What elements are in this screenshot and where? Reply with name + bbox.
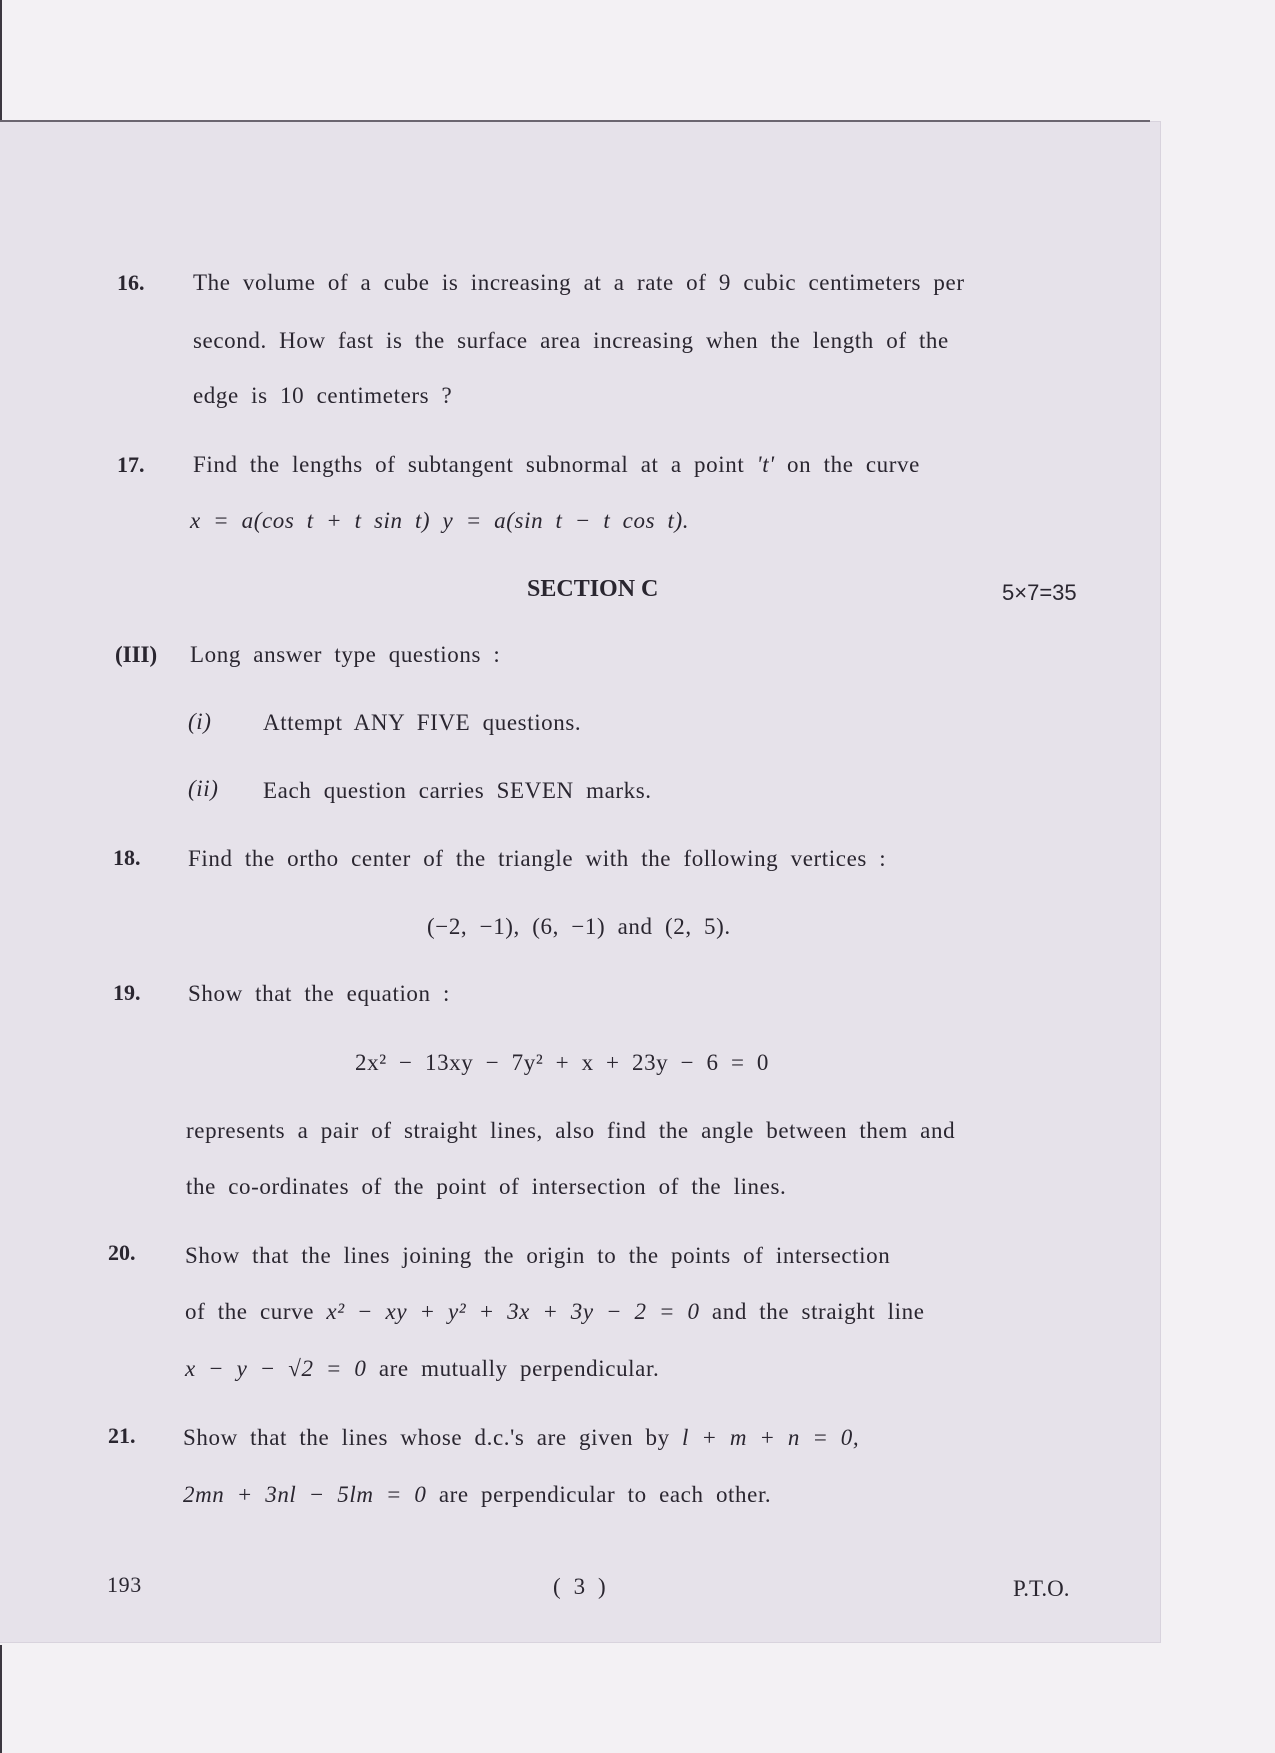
paper-edge-top (0, 0, 2, 120)
q21-text-b: are perpendicular to each other. (426, 1482, 772, 1507)
section-marks: 5×7=35 (1002, 580, 1077, 605)
q17-line-1 (193, 452, 920, 478)
part-text: Long answer type questions : (190, 642, 501, 667)
question-number: 16. (117, 270, 145, 295)
question-number: 18. (113, 845, 141, 870)
q21-equation-2: 2mn + 3nl − 5lm = 0 (183, 1482, 427, 1507)
q19-line-1: Show that the equation : (188, 981, 450, 1006)
q17-text-b: on the curve (774, 452, 920, 477)
q20-line-3 (185, 1356, 659, 1382)
q20-text-a: of the curve (185, 1299, 327, 1324)
top-rule (0, 120, 1150, 122)
q20-line-2 (185, 1299, 925, 1325)
q21-equation-1: l + m + n = 0, (682, 1425, 860, 1450)
q20-line-1: Show that the lines joining the origin to the points of intersection (185, 1243, 891, 1268)
q16-line-1: The volume of a cube is increasing at a rate of 9 cubic centimeters per (193, 270, 965, 295)
q20-text-c: are mutually perpendicular. (366, 1356, 660, 1381)
paper-edge-bottom (0, 1645, 2, 1753)
q19-line-4: the co-ordinates of the point of intersection of the lines. (186, 1174, 787, 1199)
instruction-1-text: Attempt ANY FIVE questions. (263, 710, 582, 735)
q20-curve-equation: x² − xy + y² + 3x + 3y − 2 = 0 (326, 1299, 700, 1324)
question-number: 21. (108, 1423, 136, 1448)
q17-variable-t: 't' (756, 452, 775, 477)
q18-line-1: Find the ortho center of the triangle with the following vertices : (188, 846, 887, 871)
q20-line-equation: x − y − √2 = 0 (185, 1356, 367, 1381)
pto-label: P.T.O. (1013, 1576, 1070, 1601)
page-number: ( 3 ) (553, 1574, 607, 1599)
part-label: (III) (115, 642, 158, 667)
q17-curve-equation: x = a(cos t + t sin t) y = a(sin t − t cos t). (190, 508, 690, 533)
instruction-2-label: (ii) (188, 776, 219, 801)
instruction-1-label: (i) (188, 709, 212, 734)
q19-line-3: represents a pair of straight lines, also find the angle between them and (186, 1118, 956, 1143)
question-number: 20. (108, 1240, 136, 1265)
q19-equation: 2x² − 13xy − 7y² + x + 23y − 6 = 0 (355, 1050, 770, 1075)
q16-line-3: edge is 10 centimeters ? (193, 383, 453, 408)
q18-vertices: (−2, −1), (6, −1) and (2, 5). (427, 914, 731, 939)
instruction-2-text: Each question carries SEVEN marks. (263, 778, 652, 803)
question-number: 19. (113, 980, 141, 1005)
q21-text-a: Show that the lines whose d.c.'s are given by (183, 1425, 683, 1450)
q21-line-2 (183, 1482, 771, 1508)
q20-text-b: and the straight line (699, 1299, 925, 1324)
question-number: 17. (117, 452, 145, 477)
q17-text-a: Find the lengths of subtangent subnormal at a point (193, 452, 757, 477)
paper-code: 193 (107, 1572, 142, 1597)
q21-line-1 (183, 1425, 859, 1451)
section-title: SECTION C (527, 576, 659, 602)
q16-line-2: second. How fast is the surface area increasing when the length of the (193, 328, 949, 353)
